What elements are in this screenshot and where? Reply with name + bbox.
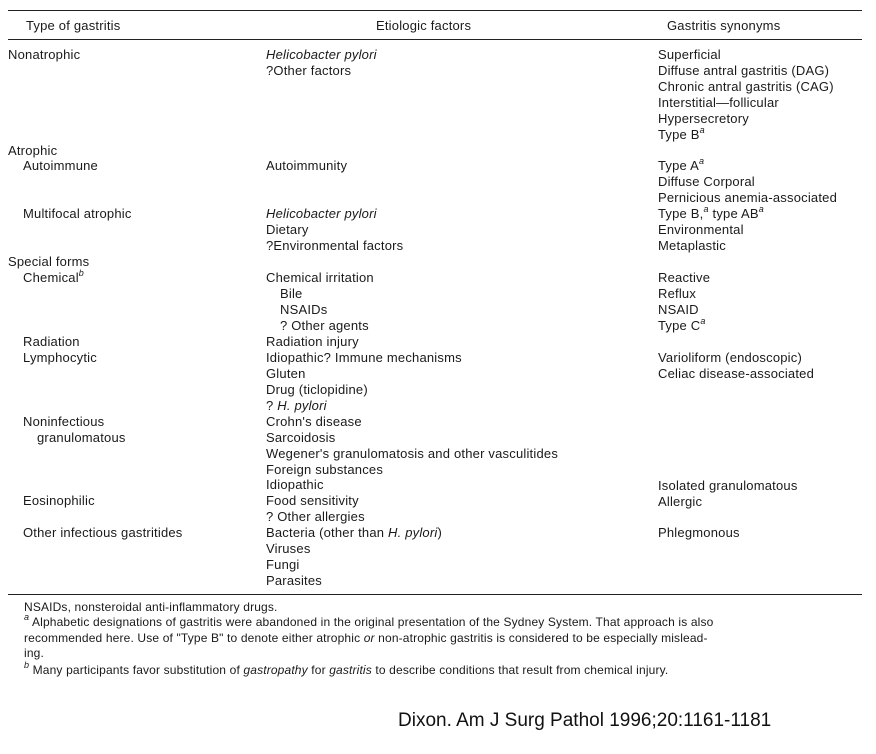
synonym-type-b-comma: Type B, <box>658 206 704 221</box>
footnote-mark-b: b <box>78 267 85 278</box>
etiology-autoimmunity: Autoimmunity <box>266 158 348 173</box>
type-radiation: Radiation <box>23 334 80 349</box>
h-pylori-text: H. pylori <box>388 525 438 540</box>
etiology-chemical-irritation: Chemical irritation <box>266 270 374 285</box>
synonym-type-c <box>658 315 706 334</box>
etiology-foreign-substances: Foreign substances <box>266 462 384 477</box>
etiology-idiopathic: Idiopathic <box>266 477 324 492</box>
synonym-superficial: Superficial <box>658 47 721 62</box>
type-lymphocytic: Lymphocytic <box>23 350 97 365</box>
etiology-bile: Bile <box>280 286 303 301</box>
question-prefix: ? <box>266 398 278 413</box>
synonym-varioliform: Varioliform (endoscopic) <box>658 350 802 365</box>
footnote-mark-b: b <box>24 660 30 670</box>
table-top-rule <box>8 10 862 11</box>
synonym-celiac: Celiac disease-associated <box>658 366 815 381</box>
footnote-b-text-2: for <box>307 663 330 677</box>
footnote-a-text-3: non-atrophic gastritis is considered to be especially mislead- <box>374 631 708 645</box>
footnote-a-or: or <box>363 631 375 645</box>
group-atrophic: Atrophic <box>8 143 58 158</box>
type-chemical <box>23 267 85 286</box>
etiology-idiopathic-immune: Idiopathic? Immune mechanisms <box>266 350 462 365</box>
type-nonatrophic: Nonatrophic <box>8 47 81 62</box>
synonym-metaplastic: Metaplastic <box>658 238 726 253</box>
footnote-b-gastropathy: gastropathy <box>243 663 308 677</box>
h-pylori-text: H. pylori <box>277 398 327 413</box>
etiology-other-agents: ? Other agents <box>280 318 369 333</box>
synonym-cag: Chronic antral gastritis (CAG) <box>658 79 834 94</box>
synonym-allergic: Allergic <box>658 494 703 509</box>
etiology-parasites: Parasites <box>266 573 322 588</box>
synonym-reflux: Reflux <box>658 286 697 301</box>
bacteria-prefix: Bacteria (other than <box>266 525 388 540</box>
type-other-infectious: Other infectious gastritides <box>23 525 183 540</box>
etiology-radiation-injury: Radiation injury <box>266 334 359 349</box>
synonym-type-a <box>658 155 705 174</box>
etiology-other-factors: ?Other factors <box>266 63 352 78</box>
etiology-dietary: Dietary <box>266 222 309 237</box>
footnote-a-text-1: Alphabetic designations of gastritis were abandoned in the original presentation of the Sydney System. That approach is also <box>31 615 714 629</box>
etiology-gluten: Gluten <box>266 366 306 381</box>
synonym-isolated-granulomatous: Isolated granulomatous <box>658 478 798 493</box>
synonym-type-b-ab <box>658 203 764 222</box>
etiology-h-pylori-question <box>266 398 327 414</box>
etiology-wegeners: Wegener's granulomatosis and other vasculitides <box>266 446 559 461</box>
header-gastritis-synonyms: Gastritis synonyms <box>667 18 781 33</box>
synonym-diffuse-corporal: Diffuse Corporal <box>658 174 755 189</box>
type-multifocal-atrophic: Multifocal atrophic <box>23 206 132 221</box>
etiology-bacteria <box>266 525 442 541</box>
etiology-environmental-factors: ?Environmental factors <box>266 238 404 253</box>
footnote-b-text-1: Many participants favor substitution of <box>32 663 244 677</box>
header-bottom-rule <box>8 39 862 40</box>
etiology-viruses: Viruses <box>266 541 311 556</box>
etiology-nsaids: NSAIDs <box>280 302 328 317</box>
footnote-mark-a: a <box>699 124 705 135</box>
group-special-forms: Special forms <box>8 254 90 269</box>
etiology-helicobacter-pylori: Helicobacter pylori <box>266 47 377 62</box>
etiology-crohns: Crohn's disease <box>266 414 362 429</box>
etiology-food-sensitivity: Food sensitivity <box>266 493 359 508</box>
header-type-of-gastritis: Type of gastritis <box>26 18 121 33</box>
footnote-a-text-2: recommended here. Use of "Type B" to denote either atrophic <box>24 631 364 645</box>
type-chemical-text: Chemical <box>23 270 79 285</box>
type-granulomatous: granulomatous <box>37 430 126 445</box>
etiology-fungi: Fungi <box>266 557 300 572</box>
type-autoimmune: Autoimmune <box>23 158 98 173</box>
footnote-b-text-3: to describe conditions that result from chemical injury. <box>371 663 669 677</box>
table-bottom-rule <box>8 594 862 595</box>
header-etiologic-factors: Etiologic factors <box>376 18 472 33</box>
etiology-other-allergies: ? Other allergies <box>266 509 365 524</box>
footnote-abbreviation: NSAIDs, nonsteroidal anti-inflammatory drugs. <box>24 600 278 614</box>
footnote-a-line-3: ing. <box>24 646 44 660</box>
footnote-mark-a: a <box>24 612 30 622</box>
type-noninfectious: Noninfectious <box>23 414 105 429</box>
synonym-type-ab: type AB <box>712 206 759 221</box>
etiology-drug-ticlopidine: Drug (ticlopidine) <box>266 382 368 397</box>
footnote-b <box>24 660 669 678</box>
synonym-dag: Diffuse antral gastritis (DAG) <box>658 63 830 78</box>
synonym-nsaid: NSAID <box>658 302 699 317</box>
footnote-mark-a: a <box>703 203 709 214</box>
synonym-interstitial-follicular: Interstitial—follicular <box>658 95 779 110</box>
footnote-mark-a: a <box>758 203 764 214</box>
synonym-type-b-text: Type B <box>658 127 700 142</box>
footnote-a-line-1 <box>24 612 714 630</box>
synonym-type-b <box>658 124 705 143</box>
footnote-b-gastritis: gastritis <box>329 663 372 677</box>
synonym-type-a-text: Type A <box>658 158 699 173</box>
synonym-phlegmonous: Phlegmonous <box>658 525 740 540</box>
etiology-helicobacter-pylori: Helicobacter pylori <box>266 206 377 221</box>
synonym-environmental: Environmental <box>658 222 744 237</box>
citation: Dixon. Am J Surg Pathol 1996;20:1161-1181 <box>398 710 772 731</box>
etiology-sarcoidosis: Sarcoidosis <box>266 430 336 445</box>
synonym-pernicious-anemia: Pernicious anemia-associated <box>658 190 838 205</box>
synonym-reactive: Reactive <box>658 270 711 285</box>
footnote-mark-a: a <box>700 315 706 326</box>
footnote-a-line-2 <box>24 631 708 646</box>
synonym-type-c-text: Type C <box>658 318 701 333</box>
synonym-hypersecretory: Hypersecretory <box>658 111 749 126</box>
footnote-mark-a: a <box>698 155 705 166</box>
bacteria-suffix: ) <box>437 525 443 540</box>
type-eosinophilic: Eosinophilic <box>23 493 95 508</box>
